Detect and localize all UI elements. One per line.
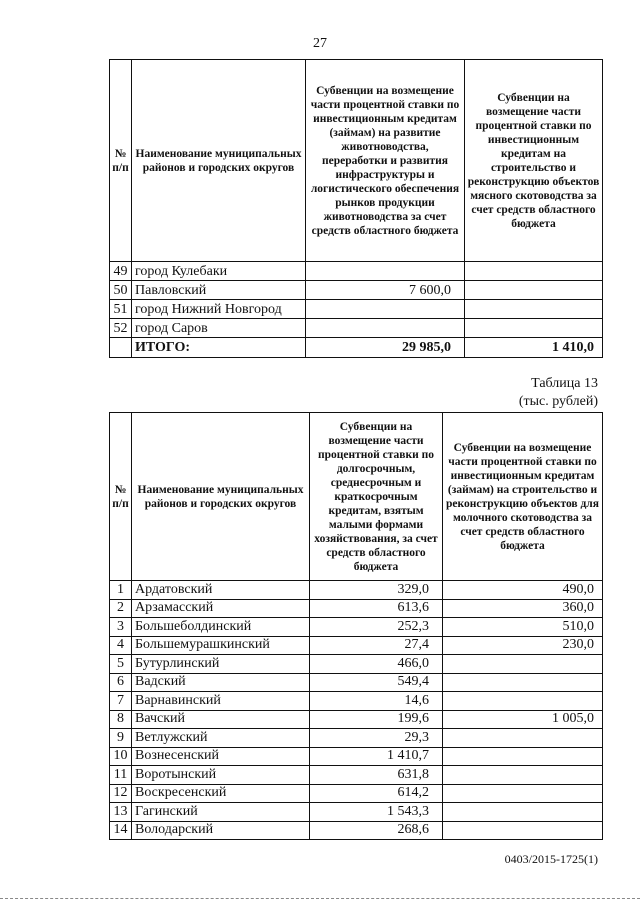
row-value-2: 510,0 [443,618,603,637]
row-value-1: 199,6 [310,710,443,729]
row-number: 14 [110,821,132,840]
row-number: 11 [110,766,132,785]
row-value-2 [443,821,603,840]
row-number: 1 [110,581,132,600]
row-value-1: 29,3 [310,729,443,748]
row-value-2 [443,655,603,674]
row-number: 2 [110,599,132,618]
table-row [110,784,603,803]
row-value-2: 230,0 [443,636,603,655]
table-row [110,692,603,711]
row-value-1: 27,4 [310,636,443,655]
row-value-2 [465,300,603,319]
header-number: № п/п [110,413,132,581]
row-name: Володарский [132,821,310,840]
row-number: 49 [110,262,132,281]
row-name: Арзамасский [132,599,310,618]
total-value-2: 1 410,0 [465,338,603,358]
row-value-1 [306,300,465,319]
table-row [110,673,603,692]
row-value-2: 1 005,0 [443,710,603,729]
header-col2: Субвенции на возмещение части процентной ставки по инвестиционным кредитам (займам) на строительство и реконструкцию объектов для молочного скотоводства за счет средств областного бюджета [443,413,603,581]
row-value-1 [306,319,465,338]
row-number: 7 [110,692,132,711]
table-row [110,618,603,637]
row-value-2: 360,0 [443,599,603,618]
subsidy-table-continued [109,59,603,358]
row-value-2 [443,784,603,803]
row-number: 6 [110,673,132,692]
row-value-1: 7 600,0 [306,281,465,300]
header-name: Наименование муниципальных районов и городских округов [132,60,306,262]
row-name: Бутурлинский [132,655,310,674]
row-number: 8 [110,710,132,729]
row-value-1: 614,2 [310,784,443,803]
table-row [110,729,603,748]
row-number: 51 [110,300,132,319]
total-value-1: 29 985,0 [306,338,465,358]
row-value-2 [443,692,603,711]
table-row [110,599,603,618]
row-name: Вачский [132,710,310,729]
row-name: Воскресенский [132,784,310,803]
row-name: Павловский [132,281,306,300]
row-value-2 [443,673,603,692]
row-value-1: 268,6 [310,821,443,840]
table-row [110,655,603,674]
row-value-1: 466,0 [310,655,443,674]
total-number-cell [110,338,132,358]
row-name: Гагинский [132,803,310,822]
page-edge-line [0,898,640,899]
row-name: город Саров [132,319,306,338]
row-name: Варнавинский [132,692,310,711]
row-value-1 [306,262,465,281]
row-name: город Нижний Новгород [132,300,306,319]
header-name: Наименование муниципальных районов и городских округов [132,413,310,581]
row-number: 5 [110,655,132,674]
row-number: 3 [110,618,132,637]
row-name: город Кулебаки [132,262,306,281]
row-value-2 [465,281,603,300]
total-label: ИТОГО: [132,338,306,358]
row-value-2 [443,747,603,766]
table-units: (тыс. рублей) [518,394,598,409]
table-row [110,300,603,319]
header-col1: Субвенции на возмещение части процентной ставки по долгосрочным, среднесрочным и краткосрочным кредитам, взятым малыми формами хозяйствования, за счет средств областного бюджета [310,413,443,581]
row-value-1: 1 543,3 [310,803,443,822]
table-row [110,262,603,281]
row-value-2 [443,729,603,748]
row-number: 52 [110,319,132,338]
row-value-2 [443,766,603,785]
table-row [110,747,603,766]
table-row [110,766,603,785]
row-name: Вадский [132,673,310,692]
row-value-1: 14,6 [310,692,443,711]
table-row [110,636,603,655]
row-value-2 [443,803,603,822]
page-number: 27 [313,36,327,51]
row-value-2: 490,0 [443,581,603,600]
row-name: Ардатовский [132,581,310,600]
row-name: Ветлужский [132,729,310,748]
row-value-2 [465,262,603,281]
row-value-1: 613,6 [310,599,443,618]
total-row [110,338,603,358]
row-number: 4 [110,636,132,655]
header-col2: Субвенции на возмещение части процентной ставки по инвестиционным кредитам на строительство и реконструкцию объектов мясного скотоводства за счет средств областного бюджета [465,60,603,262]
table-caption: Таблица 13 [531,376,598,391]
row-value-1: 631,8 [310,766,443,785]
table-header-row [110,60,603,262]
row-number: 9 [110,729,132,748]
table-row [110,821,603,840]
row-name: Воротынский [132,766,310,785]
table-row [110,281,603,300]
row-number: 13 [110,803,132,822]
row-value-2 [465,319,603,338]
row-value-1: 549,4 [310,673,443,692]
row-value-1: 329,0 [310,581,443,600]
table-row [110,581,603,600]
table-row [110,803,603,822]
row-name: Вознесенский [132,747,310,766]
row-number: 12 [110,784,132,803]
header-number: № п/п [110,60,132,262]
header-col1: Субвенции на возмещение части процентной ставки по инвестиционным кредитам (займам) на развитие животноводства, переработки и развития инфраструктуры и логистического обеспечения рынков продукции животноводства за счет средств областного бюджета [306,60,465,262]
row-value-1: 1 410,7 [310,747,443,766]
document-code: 0403/2015-1725(1) [504,852,598,866]
subsidy-table-13 [109,412,603,840]
row-name: Большемурашкинский [132,636,310,655]
table-header-row [110,413,603,581]
table-row [110,710,603,729]
table-row [110,319,603,338]
row-name: Большеболдинский [132,618,310,637]
row-value-1: 252,3 [310,618,443,637]
row-number: 50 [110,281,132,300]
row-number: 10 [110,747,132,766]
